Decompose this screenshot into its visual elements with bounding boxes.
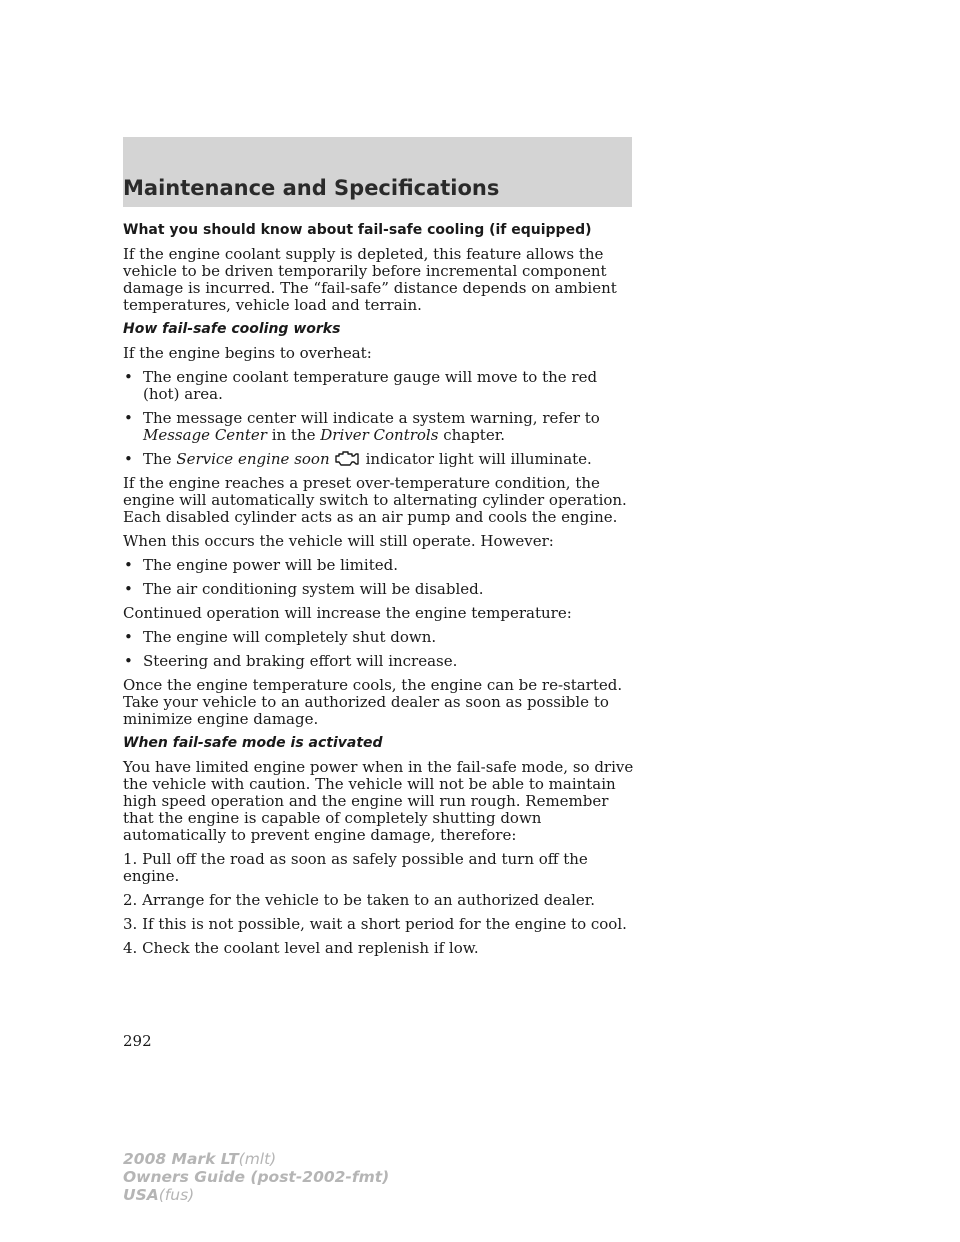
bullet: •: [124, 450, 133, 468]
page-number: 292: [123, 1032, 152, 1050]
step-1: 1. Pull off the road as soon as safely possible and turn off the engine.: [123, 850, 588, 885]
list-item: • The engine coolant temperature gauge will move to the red (hot) area.: [124, 368, 598, 403]
continued-list: [123, 629, 638, 670]
page-title: Maintenance and Specifications: [123, 176, 500, 200]
footer-line-market: USA(fus): [123, 1186, 195, 1204]
section-heading-how-it-works: How fail-safe cooling works: [123, 321, 341, 337]
bullet: •: [124, 580, 133, 598]
bullet: •: [124, 556, 133, 574]
paragraph-overheat-intro: If the engine begins to overheat:: [123, 344, 372, 362]
paragraph-limited-power: You have limited engine power when in the fail-safe mode, so drive the vehicle with caution. The vehicle will not be able to maintain high speed operation and the engine will run rough. Remember that the engine is capable of completely shutting down automatically to prevent engine damage, therefore:: [123, 758, 634, 844]
list-item: • The air conditioning system will be disabled.: [124, 580, 484, 598]
step-3: 3. If this is not possible, wait a short period for the engine to cool.: [123, 915, 627, 933]
bullet: •: [124, 409, 133, 427]
overheat-list: [123, 369, 638, 468]
engine-icon: [334, 451, 360, 467]
section-heading-when-activated: When fail-safe mode is activated: [123, 735, 383, 751]
footer-line-guide: Owners Guide (post-2002-fmt): [123, 1168, 390, 1186]
step-2: 2. Arrange for the vehicle to be taken to an authorized dealer.: [123, 891, 596, 909]
list-item: • The engine power will be limited.: [124, 556, 398, 574]
footer-line-model: 2008 Mark LT(mlt): [123, 1150, 277, 1168]
list-item: • The engine will completely shut down.: [124, 628, 437, 646]
step-4: 4. Check the coolant level and replenish if low.: [123, 939, 479, 957]
page-content: [123, 222, 638, 964]
reference-service-engine-soon: Service engine soon: [176, 450, 330, 468]
list-item: • The Service engine soon indicator light will illuminate.: [124, 450, 592, 468]
paragraph-intro: If the engine coolant supply is depleted, this feature allows the vehicle to be driven temporarily before incremental component damage is incurred. The “fail-safe” distance depends on ambient temperatures, vehicle load and terrain.: [123, 245, 617, 314]
reference-driver-controls: Driver Controls: [320, 426, 439, 444]
operate-list: [123, 557, 638, 598]
bullet: •: [124, 652, 133, 670]
document-footer: [123, 1150, 389, 1204]
list-item: • Steering and braking effort will increase.: [124, 652, 458, 670]
section-heading-failsafe: What you should know about fail-safe cooling (if equipped): [123, 222, 592, 238]
paragraph-still-operate: When this occurs the vehicle will still operate. However:: [123, 532, 554, 550]
bullet: •: [124, 628, 133, 646]
paragraph-continued-operation: Continued operation will increase the engine temperature:: [123, 604, 572, 622]
list-item: • The message center will indicate a system warning, refer to Message Center in the Driver Controls chapter.: [124, 409, 600, 444]
reference-message-center: Message Center: [143, 426, 267, 444]
bullet: •: [124, 368, 133, 386]
paragraph-restart: Once the engine temperature cools, the engine can be re-started. Take your vehicle to an authorized dealer as soon as possible to minimize engine damage.: [123, 676, 623, 728]
paragraph-over-temperature: If the engine reaches a preset over-temperature condition, the engine will automatically switch to alternating cylinder operation. Each disabled cylinder acts as an air pump and cools the engine.: [123, 474, 627, 526]
